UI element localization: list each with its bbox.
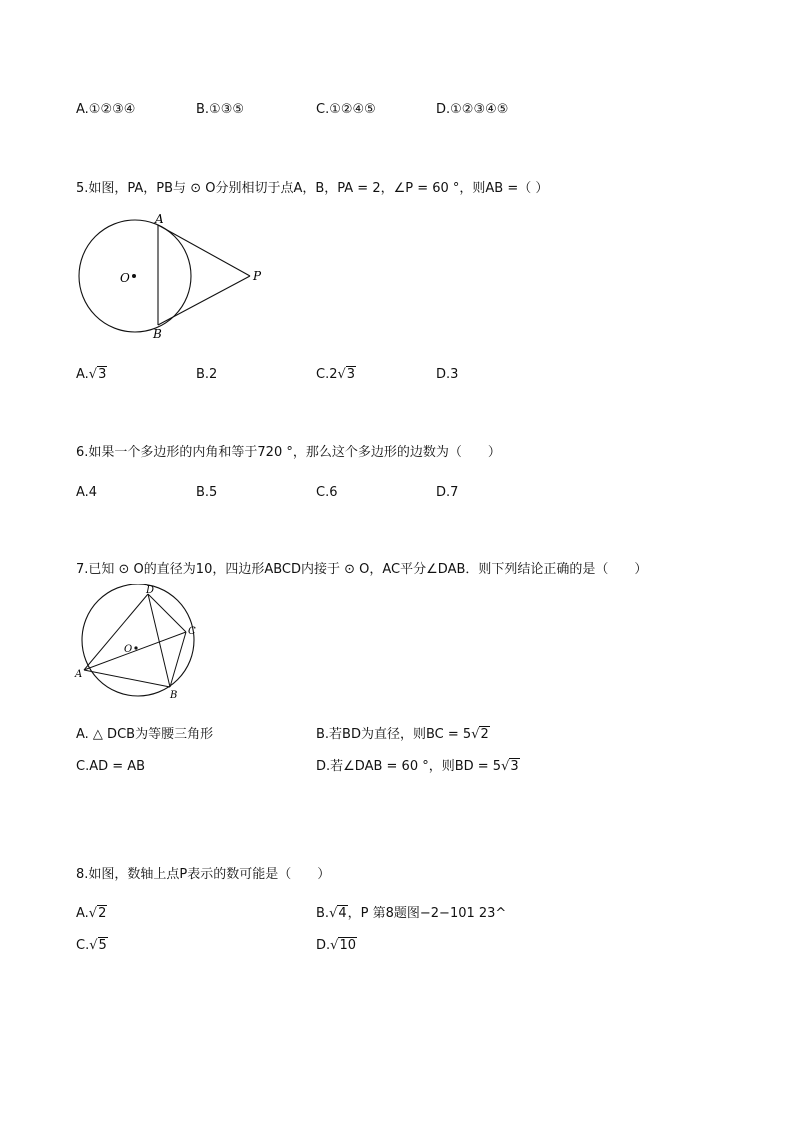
q8-option-d: [316, 937, 357, 955]
q8-option-b: [316, 905, 506, 923]
sqrt-icon: √3: [337, 367, 356, 382]
q8-option-c-prefix: C.: [76, 938, 90, 953]
q5-tangent-pa: [158, 225, 250, 276]
q8-option-c-radicand: 5: [98, 938, 107, 953]
q7-option-b: [316, 726, 490, 744]
q5-option-c-prefix: C.2: [316, 367, 338, 382]
q7-circle: [82, 584, 194, 696]
q8-option-b-radicand: 4: [338, 906, 347, 921]
q5-option-a-radicand: 3: [98, 367, 107, 382]
q7-center-dot: [134, 646, 137, 649]
sqrt-icon: √10: [330, 938, 356, 953]
q8-option-a-radicand: 2: [98, 906, 107, 921]
q7-option-d: [316, 758, 520, 776]
q8-option-a: [76, 905, 107, 923]
sqrt-icon: √5: [89, 938, 107, 953]
q6-stem: 6.如果一个多边形的内角和等于720 °，那么这个多边形的边数为（ ）: [76, 445, 501, 460]
q5-stem: 5.如图，PA，PB与 ⊙ O分别相切于点A，B，PA = 2，∠P = 60 °，则AB =（ ）: [76, 181, 549, 196]
q7-option-b-prefix: B.若BD为直径，则BC = 5: [316, 727, 472, 742]
q8-option-a-prefix: A.: [76, 906, 89, 921]
q7-label-c: C: [188, 626, 196, 637]
q8-option-b-prefix: B.: [316, 906, 330, 921]
q5-option-c-radicand: 3: [346, 367, 356, 382]
q6-option-d: D.7: [436, 485, 459, 500]
q7-side-dc: [148, 594, 186, 632]
q5-center-dot: [132, 274, 136, 278]
q7-label-d: D: [146, 585, 155, 596]
q7-option-d-prefix: D.若∠DAB = 60 °，则BD = 5: [316, 759, 502, 774]
q7-label-o: O: [124, 644, 133, 655]
q7-diagonal-ac: [84, 632, 186, 670]
q8-stem: 8.如图，数轴上点P表示的数可能是（ ）: [76, 867, 331, 882]
sqrt-icon: √2: [88, 906, 107, 921]
q5-figure: [70, 210, 280, 345]
q7-label-a: A: [75, 669, 83, 680]
q7-option-b-radicand: 2: [480, 727, 489, 742]
q5-tangent-pb: [158, 276, 250, 325]
q8-option-d-prefix: D.: [316, 938, 331, 953]
q7-stem: 7.已知 ⊙ O的直径为10，四边形ABCD内接于 ⊙ O，AC平分∠DAB．则下列结论正确的是（ ）: [76, 562, 648, 577]
q5-option-c: [316, 366, 356, 384]
q5-label-b: B: [153, 327, 162, 341]
sqrt-icon: √2: [471, 727, 489, 742]
q6-option-a: A.4: [76, 485, 98, 500]
q4-option-a: A.①②③④: [76, 102, 136, 117]
q5-label-p: P: [253, 269, 262, 283]
q5-option-b: B.2: [196, 367, 218, 382]
q5-option-a: [76, 366, 107, 384]
q8-option-b-suffix: ，P 第8题图−2−101 23^: [347, 906, 507, 921]
q5-option-a-prefix: A.: [76, 367, 89, 382]
q5-label-o: O: [120, 271, 130, 285]
q7-diagonal-bd: [148, 594, 170, 687]
q7-option-c: C.AD = AB: [76, 759, 146, 774]
sqrt-icon: √4: [329, 906, 347, 921]
q6-option-b: B.5: [196, 485, 218, 500]
q8-option-c: [76, 937, 108, 955]
q8-option-d-radicand: 10: [339, 938, 356, 953]
q5-option-d: D.3: [436, 367, 459, 382]
q4-option-c: C.①②④⑤: [316, 102, 376, 117]
sqrt-icon: √3: [501, 759, 519, 774]
q7-figure: [72, 584, 212, 706]
q6-option-c: C.6: [316, 485, 338, 500]
q7-option-a: A. △ DCB为等腰三角形: [76, 727, 214, 742]
sqrt-icon: √3: [88, 367, 107, 382]
q5-label-a: A: [155, 212, 164, 226]
q7-option-d-radicand: 3: [510, 759, 519, 774]
q7-label-b: B: [170, 690, 178, 701]
q4-option-b: B.①③⑤: [196, 102, 245, 117]
q4-option-d: D.①②③④⑤: [436, 102, 509, 117]
